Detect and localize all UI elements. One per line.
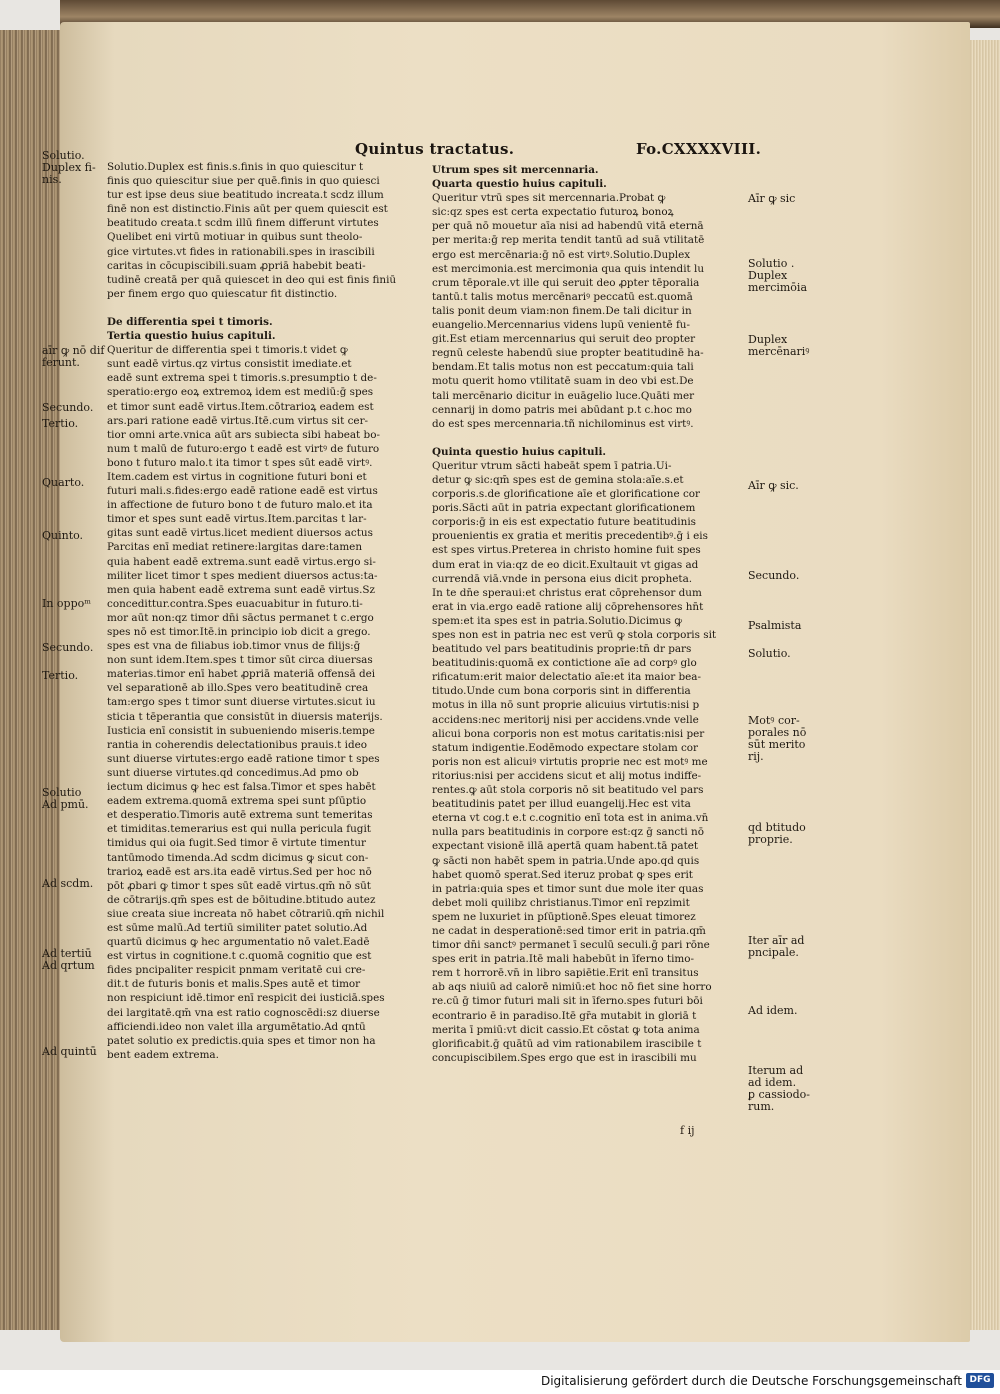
margin-note-line: Ad idem. (748, 1004, 798, 1017)
text-line: spem ne luxuriet in pſūptionē.Spes eleuat timorez (432, 910, 696, 923)
margin-note-line: mercēnariꝰ (748, 345, 810, 358)
margin-note-line: Solutio . (748, 257, 795, 270)
margin-note (42, 787, 89, 811)
margin-note-line: Solutio. (748, 647, 791, 660)
text-line: debet moli quilibz christianus.Timor enī repzimit (432, 896, 690, 909)
text-line: rantia in coherendis delectationibus prauis.t ideo (107, 738, 368, 751)
text-line: per merita:ḡ rep merita tendit tantū ad suā vtilitatē (432, 234, 705, 247)
text-line: spes erit in patria.Itē mali habebūt in īferno timo- (432, 953, 695, 966)
text-line: rem t horrorē.vn̄ in libro sapiētie.Erit enī transitus (432, 967, 699, 980)
margin-note (748, 334, 810, 358)
text-line: prouenientis ex gratia et meritis precedentibꝰ.ḡ i eis (432, 530, 708, 543)
margin-note-line: porales nō (748, 726, 807, 739)
text-line: currendā viā.vnde in persona eius dicit propheta. (432, 572, 693, 585)
text-line: git.Est etiam mercennarius qui seruit deo propter (432, 333, 696, 346)
margin-note-line: sūt merito (748, 738, 806, 751)
text-line: Tertia questio huius capituli. (107, 330, 276, 343)
text-line: beatitudo vel pars beatitudinis proprie:tn̄ dr pars (432, 643, 692, 656)
text-line: sunt diuerse virtutes:ergo eadē ratione timor t spes (107, 752, 380, 765)
signature-mark: f ij (680, 1124, 695, 1137)
text-line: spem:et ita spes est in patria.Solutio.Dicimus ꝙ (432, 614, 683, 627)
text-line: In te dn̄e speraui:et christus erat cōprehensor dum (432, 586, 702, 599)
margin-note (748, 258, 807, 294)
text-line: do est spes mercennaria.tñ nichilominus est virtꝰ. (432, 417, 694, 430)
text-line: habet quomō sperat.Sed iteruz probat ꝙ spes erit (432, 868, 693, 881)
text-line: pōt ꝓbari ꝙ timor t spes sūt eadē virtus.qm̄ nō sūt (107, 879, 371, 892)
margin-note-line: Duplex (748, 333, 788, 346)
margin-note-line: mercimōia (748, 281, 808, 294)
text-line: dit.t de futuris bonis et malis.Spes autē et timor (107, 978, 361, 991)
margin-note-line: Ad qrtum (42, 959, 95, 972)
margin-note (42, 345, 104, 369)
text-line: spes est vna de filiabus iob.timor vnus de filijs:ḡ (107, 640, 361, 653)
text-line: eterna vt cog.t e.t c.cognitio enī tota est in anima.vn̄ (432, 812, 709, 825)
text-line: Quarta questio huius capituli. (432, 178, 607, 191)
text-line: gice virtutes.vt fides in rationabili.spes in irascibili (107, 245, 375, 258)
text-line: men quia habent eadē extrema sunt eadē virtus.Sz (107, 583, 376, 596)
margin-note-line: ad idem. (748, 1076, 797, 1089)
margin-note-line: Ad tertiū (42, 947, 92, 960)
text-line: iectum dicimus ꝙ hec est falsa.Timor et spes habēt (107, 781, 376, 794)
text-line (107, 301, 427, 315)
margin-note-line: proprie. (748, 833, 793, 846)
margin-note (42, 1046, 97, 1058)
text-line: in patria:quia spes et timor sunt due mole iter quas (432, 882, 704, 895)
right-text-column (432, 163, 742, 1065)
text-line: et desperatio.Timoris autē extrema sunt temeritas (107, 809, 373, 822)
margin-note-line: Iterum ad (748, 1064, 804, 1077)
text-line: bono t futuro malo.t ita timor t spes sūt eadē virtꝰ. (107, 456, 373, 469)
left-text-column (107, 160, 427, 1062)
margin-note-line: Ad pmū. (42, 798, 89, 811)
margin-note (42, 948, 95, 972)
text-line: gitas sunt eadē virtus.licet medient diuersos actus (107, 527, 373, 540)
text-line: corporis:ḡ in eis est expectatio future beatitudinis (432, 516, 696, 529)
text-line: ab aqs niuiū ad calorē nimiū:et hoc nō fiet sine horro (432, 981, 712, 994)
text-line: timor dn̄i sanctꝰ permanet ī seculū seculi.ḡ pari rōne (432, 939, 710, 952)
dfg-logo: DFG (966, 1373, 994, 1388)
text-line: afficiendi.ideo non valet illa argumētatio.Ad qntū (107, 1020, 366, 1033)
text-line: non respiciunt idē.timor enī respicit dei iusticiā.spes (107, 992, 385, 1005)
text-line: beatitudinis patet per illud euangelij.Hec est vita (432, 798, 691, 811)
text-line: Queritur vtrū spes sit mercennaria.Probat ꝙ (432, 192, 666, 205)
text-line: bendam.Et talis motus non est peccatum:quia tali (432, 361, 694, 374)
text-line: tudinē creatā per quā quiescet in deo qui est finis finiū (107, 273, 397, 286)
text-line: Quelibet eni virtū motiuar in quibus sunt theolo- (107, 231, 363, 244)
text-line: sunt diuerse virtutes.qd concedimus.Ad pmo ob (107, 766, 359, 779)
text-line: est virtus in cognitione.t c.quomā cognitio que est (107, 950, 372, 963)
margin-note-line: ferunt. (42, 356, 80, 369)
margin-note (748, 1065, 810, 1113)
margin-note-line: Ad quintū (42, 1045, 97, 1058)
text-line: dei largitatē.qm̄ vna est ratio cognoscēdi:sz diuerse (107, 1006, 380, 1019)
text-line: Iusticia enī consistit in subueniendo miseris.tempe (107, 724, 375, 737)
margin-note-line: aīr ꝙ nō dif (42, 344, 105, 357)
text-line: De differentia spei t timoris. (107, 315, 273, 328)
margin-note-line: Tertio. (42, 669, 79, 682)
text-line: ꝙ sācti non habēt spem in patria.Unde apo.qd quis (432, 854, 700, 867)
margin-note-line: Motꝰ cor- (748, 714, 800, 727)
margin-note-line: In oppoᵐ (42, 597, 92, 610)
text-line: concupiscibilem.Spes ergo que est in irascibili mu (432, 1051, 697, 1064)
margin-note-line: Aīr ꝙ sic (748, 192, 796, 205)
margin-note-line: Solutio. (42, 149, 85, 162)
text-line: Queritur de differentia spei t timoris.t videt ꝙ (107, 344, 348, 357)
text-line: beatitudinis:quomā ex contictione aīe ad corpꝰ glo (432, 657, 697, 670)
margin-note (42, 670, 78, 682)
margin-note (748, 715, 806, 763)
margin-note (42, 530, 83, 542)
margin-note (42, 878, 93, 890)
text-line: nulla pars beatitudinis in corpore est:qz ḡ sancti nō (432, 826, 704, 839)
text-line: Item.cadem est virtus in cognitione futuri boni et (107, 470, 367, 483)
text-line: fides pncipaliter respicit pnmam veritatē cui cre- (107, 964, 366, 977)
margin-note-line: Secundo. (42, 401, 94, 414)
margin-note (42, 598, 91, 610)
text-line: et timor sunt eadē virtus.Item.cōtrarioꝝ eadem est (107, 400, 374, 413)
margin-note-line: pncipale. (748, 946, 799, 959)
text-line: re.cū ḡ timor futuri mali sit in īferno.spes futuri bōi (432, 995, 703, 1008)
text-line: trarioꝝ eadē est ars.ita eadē virtus.Sed per hoc nō (107, 865, 372, 878)
text-line: dum erat in via:qz de eo dicit.Exultauit vt gigas ad (432, 558, 699, 571)
margin-note-line: Secundo. (42, 641, 94, 654)
text-line: spes non est in patria nec est verū ꝙ stola corporis sit (432, 629, 717, 641)
margin-note (748, 1005, 797, 1017)
margin-note (748, 935, 804, 959)
text-line: siue creata siue increata nō habet cōtrariū.qm̄ nichil (107, 907, 385, 920)
text-line: expectant visionē illā apertā quam habent.tā patet (432, 840, 699, 853)
digitization-credit: Digitalisierung gefördert durch die Deutsche Forschungsgemeinschaft (540, 1374, 962, 1388)
margin-note-line: nis. (42, 173, 62, 186)
text-line: euangelio.Mercennarius videns lupū venientē fu- (432, 319, 691, 332)
text-line: poris.Sācti aūt in patria expectant glorificationem (432, 502, 696, 515)
text-line: non sunt idem.Item.spes t timor sūt circa diuersas (107, 654, 373, 667)
text-line: regnū celeste habendū siue propter beatitudinē ha- (432, 347, 704, 360)
text-line: eadem extrema.quomā extrema spei sunt pſūptio (107, 795, 367, 808)
margin-note-line: Iter aīr ad (748, 934, 805, 947)
text-line: Queritur vtrum sācti habeāt spem ī patria.Ui- (432, 459, 672, 472)
text-line: glorificabit.ḡ quātū ad vim rationabilem irascibile t (432, 1037, 702, 1050)
running-title: Quintus tractatus. (355, 140, 515, 158)
text-line: erat in via.ergo eadē ratione alij cōprehensores hn̄t (432, 600, 704, 613)
margin-note (748, 648, 791, 660)
text-line: est spes virtus.Preterea in christo homine fuit spes (432, 544, 701, 557)
margin-note-line: rij. (748, 750, 764, 763)
text-line: num t malū de futuro:ergo t eadē est virtꝰ de futuro (107, 442, 380, 455)
text-line: accidens:nec meritorij nisi per accidens.vnde velle (432, 713, 699, 726)
text-line (432, 431, 742, 445)
margin-note-line: Ad scdm. (42, 877, 94, 890)
text-line: quia habent eadē extrema.sunt eadē virtus.ergo si- (107, 555, 376, 568)
text-line: futuri mali.s.fides:ergo eadē ratione eadē est virtus (107, 485, 378, 498)
text-line: titudo.Unde cum bona corporis sint in differentia (432, 685, 691, 698)
text-line: eadē sunt extrema spei t timoris.s.presumptio t de- (107, 372, 377, 385)
text-line: tur est ipse deus siue beatitudo increata.t scdz illum (107, 189, 384, 202)
margin-note-line: Psalmista (748, 619, 802, 632)
text-line: concedittur.contra.Spes euacuabitur in futuro.ti- (107, 597, 363, 610)
text-line: mor aūt non:qz timor dn̄i sāctus permanet t c.ergo (107, 611, 374, 624)
text-line: in affectione de futuro bono t de futuro malo.et ita (107, 499, 373, 512)
margin-note-line: Duplex fi- (42, 161, 96, 174)
text-line: poris non est alicuiꝰ virtutis proprie nec est motꝰ me (432, 755, 708, 768)
text-line: militer licet timor t spes medient diuersos actus:ta- (107, 569, 378, 582)
text-line: ritorius:nisi per accidens sicut et alij motus indiffe- (432, 769, 702, 782)
text-line: est sūme malū.Ad tertiū similiter patet solutio.Ad (107, 921, 368, 934)
margin-note (748, 480, 799, 492)
text-line: de cōtrarijs.qm̄ spes est de bōitudine.btitudo autez (107, 893, 376, 906)
text-line: per quā nō mouetur aīa nisi ad habendū vitā eternā (432, 220, 704, 233)
text-line: bent eadem extrema. (107, 1048, 219, 1061)
folio-number: Fo.CXXXXVIII. (636, 140, 762, 158)
text-line: materias.timor enī habet ꝓpriā materiā offensā dei (107, 668, 376, 681)
text-line: patet solutio ex predictis.quia spes et timor non ha (107, 1034, 376, 1047)
margin-note (748, 193, 795, 205)
text-line: et timiditas.temerarius est qui nulla pericula fugit (107, 823, 371, 836)
text-line: alicui bona corporis non est motus caritatis:nisi per (432, 727, 705, 740)
text-line: statum indigentie.Eodēmodo expectare stolam cor (432, 741, 699, 754)
text-line: econtrario ē in paradiso.Itē gr̄a mutabit in gloriā t (432, 1009, 697, 1022)
margin-note (42, 642, 93, 654)
text-line: ergo est mercēnaria:ḡ nō est virtꝰ.Solutio.Duplex (432, 248, 691, 261)
margin-note (42, 418, 78, 430)
text-line: crum tēporale.vt ille qui seruit deo ꝓpter tēporalia (432, 276, 700, 289)
text-line: rificatum:erit maior delectatio aīe:et ita maior bea- (432, 671, 701, 684)
text-line: ars.pari ratione eadē virtus.Itē.cum virtus sit cer- (107, 414, 369, 427)
text-line: spes nō est timor.Itē.in principio iob dicit a grego. (107, 626, 371, 638)
text-line: sunt eadē virtus.qz virtus consistit imediate.et (107, 358, 352, 371)
text-line: motus in illa nō sunt proprie alicuius virtutis:nisi p (432, 699, 700, 712)
margin-note-line: Solutio (42, 786, 82, 799)
text-line: finis quo quiescitur siue per quē.finis in quo quiesci (107, 175, 380, 188)
text-line: sic:qz spes est certa expectatio futuroꝝ bonoꝝ (432, 206, 674, 219)
text-line: detur ꝙ sic:qm̄ spes est de gemina stola:aīe.s.et (432, 473, 684, 486)
text-line: speratio:ergo eoꝝ extremoꝝ idem est mediū:ḡ spes (107, 386, 374, 399)
text-line: Utrum spes sit mercennaria. (432, 164, 599, 176)
text-line: per finem ergo quo quiescatur fit distinctio. (107, 287, 338, 300)
text-line: tior omni arte.vnica aūt ars subiecta sibi habeat bo- (107, 428, 380, 441)
margin-note (42, 477, 84, 489)
text-line: ne cadat in desperationē:sed timor erit in patria.qm̄ (432, 924, 706, 937)
text-line: talis ponit deum viam:non finem.De tali dicitur in (432, 304, 692, 317)
text-line: finē non est distinctio.Finis aūt per quem quiescit est (107, 203, 388, 216)
text-line: est mercimonia.est mercimonia qua quis intendit lu (432, 262, 705, 275)
margin-note-line: Aīr ꝙ sic. (748, 479, 799, 492)
text-line: tantūmodo timenda.Ad scdm dicimus ꝙ sicut con- (107, 851, 369, 864)
text-line: tali mercēnario dicitur in euāgelio luce.Quāti mer (432, 389, 695, 402)
margin-note (42, 150, 96, 186)
text-line: merita ī pmiū:vt dicit cassio.Et cōstat ꝙ tota anima (432, 1023, 700, 1036)
text-line: quartū dicimus ꝙ hec argumentatio nō valet.Eadē (107, 936, 370, 949)
margin-note (748, 620, 801, 632)
margin-note (748, 822, 806, 846)
margin-note-line: Secundo. (748, 569, 800, 582)
text-line: rentes.ꝙ aūt stola corporis nō sit beatitudo vel pars (432, 784, 704, 797)
margin-note-line: qd btitudo (748, 821, 806, 834)
text-line: beatitudo creata.t scdm illū finem differunt virtutes (107, 217, 379, 230)
text-line: sticia t tēperantia que consistūt in diuersis materijs. (107, 710, 383, 723)
text-line: cennarij in domo patris mei abūdant p.t c.hoc mo (432, 403, 692, 416)
text-line: motu querit homo vtilitatē suam in deo vbi est.De (432, 375, 694, 388)
margin-note-line: ꝑ cassiodo- (748, 1088, 811, 1101)
text-line: timor et spes sunt eadē virtus.Item.parcitas t lar- (107, 513, 367, 526)
margin-note-line: Tertio. (42, 417, 79, 430)
margin-note-line: Duplex (748, 269, 788, 282)
text-line: Solutio.Duplex est finis.s.finis in quo quiescitur t (107, 161, 364, 173)
text-line: timidus qui oia fugit.Sed timor ē virtute timentur (107, 837, 366, 850)
margin-note-line: Quinto. (42, 529, 84, 542)
margin-note (42, 402, 93, 414)
text-line: vel separationē ab illo.Spes vero beatitudinē crea (107, 682, 369, 695)
margin-note (748, 570, 799, 582)
margin-note-line: rum. (748, 1100, 775, 1113)
text-line: tantū.t talis motus mercēnariꝰ peccatū est.quomā (432, 290, 693, 303)
text-line: Quinta questio huius capituli. (432, 445, 607, 458)
text-line: Parcitas enī mediat retinere:largitas dare:tamen (107, 541, 363, 554)
margin-note-line: Quarto. (42, 476, 85, 489)
text-line: corporis.s.de glorificatione aīe et glorificatione cor (432, 488, 700, 501)
text-line: caritas in cōcupiscibili.suam ꝓpriā habebit beati- (107, 259, 366, 272)
text-line: tam:ergo spes t timor sunt diuerse virtutes.sicut iu (107, 696, 376, 709)
